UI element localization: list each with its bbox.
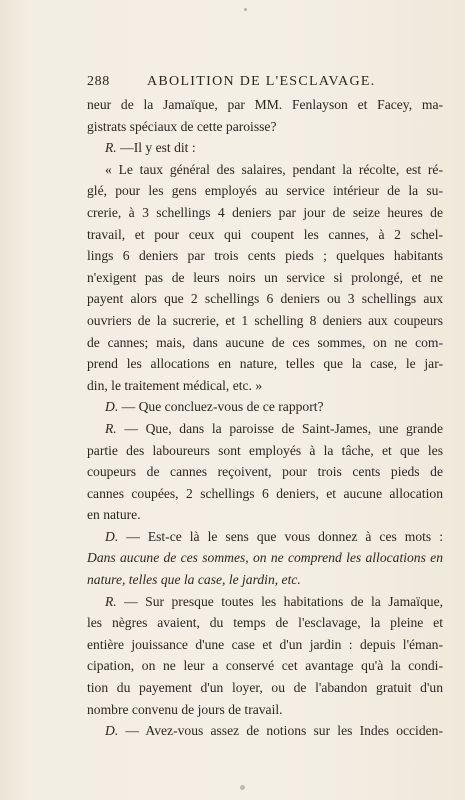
text-line: gistrats spéciaux de cette paroisse? [87,118,277,134]
text-line: prend les allocations en nature, telles que la case, le jar- [87,356,443,372]
text-line: coupeurs de cannes reçoivent, pour trois cents pieds de [87,464,443,480]
text-line: les nègres avaient, du temps de l'esclavage, la pleine et [87,615,443,631]
text-line: travail, et pour ceux qui coupent les cannes, à 2 schel- [87,226,443,242]
text-line: R. — Sur presque toutes les habitations de la Jamaïque, [105,593,443,609]
speaker-label: R. [105,420,117,436]
text-line: D. — Avez-vous assez de notions sur les Indes occiden- [105,723,443,739]
text-line: crerie, à 3 schellings 4 deniers par jour de seize heures de [87,204,443,220]
text-line: nature, telles que la case, le jardin, etc. [87,572,301,588]
text-line: partie des laboureurs sont employés à la tâche, et que les [87,442,443,458]
text-line: glé, pour les gens employés au service intérieur de la su- [87,183,443,199]
text-line: « Le taux général des salaires, pendant la récolte, est ré- [105,161,443,177]
text-line: entière jouissance d'une case et d'un jardin : depuis l'éman- [87,636,443,652]
text-line: cipation, on ne leur a conservé cet avantage qu'à la condi- [87,658,443,674]
running-head: ABOLITION DE L'ESCLAVAGE. [147,74,376,89]
text-line: neur de la Jamaïque, par MM. Fenlayson et Facey, ma- [87,97,443,112]
text-line: D. — Que concluez-vous de ce rapport? [105,399,324,415]
speaker-label: D. [105,399,119,415]
text-line: n'exigent pas de leurs noirs un service si prolongé, et ne [87,269,443,285]
speaker-label: D. [105,528,119,544]
page-header [87,74,377,92]
text-line: D. — Est-ce là le sens que vous donnez à ces mots : [105,528,443,544]
speaker-label: R. [105,140,117,156]
page-number: 288 [87,74,110,89]
text-line: de cannes; mais, dans aucune de ces sommes, on ne com- [87,334,443,350]
text-line: lings 6 deniers par trois cents pieds ; quelques habitants [87,248,443,264]
text-line: cannes coupées, 2 schellings 6 deniers, et aucune allocation [87,485,443,501]
text-line: R. —Il y est dit : [105,140,196,156]
text-line: tion du payement d'un loyer, ou de l'abandon gratuit d'un [87,680,443,696]
text-line: nombre convenu de jours de travail. [87,701,283,717]
page-speck [244,8,247,11]
speaker-label: D. [105,723,119,739]
text-line: din, le traitement médical, etc. » [87,377,263,393]
text-line: R. — Que, dans la paroisse de Saint-James, une grande [105,420,443,436]
body-text [87,94,443,742]
speaker-label: R. [105,593,117,609]
text-line: payent alors que 2 schellings 6 deniers ou 3 schellings aux [87,291,443,307]
text-line: ouvriers de la sucrerie, et 1 schelling 8 deniers aux coupeurs [87,312,443,328]
text-line: Dans aucune de ces sommes, on ne comprend les allocations en [87,550,443,566]
text-line: en nature. [87,507,141,523]
page-speck [240,785,245,790]
